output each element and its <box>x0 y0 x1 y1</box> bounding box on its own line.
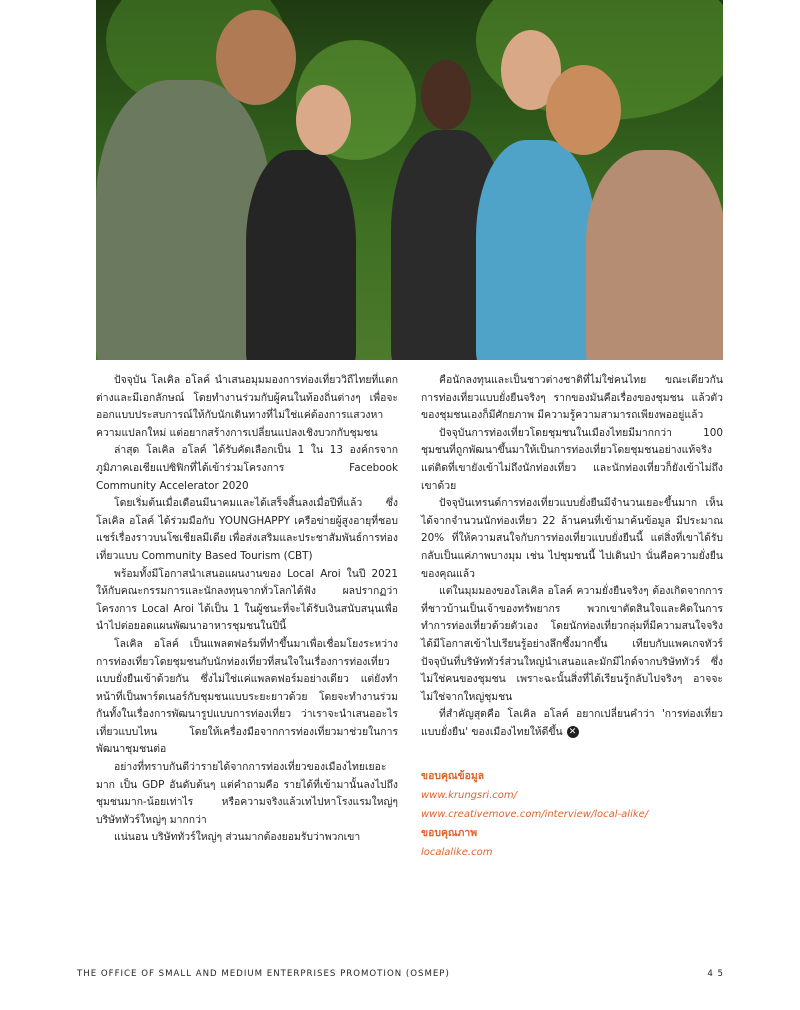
x-circle-icon: ✕ <box>567 726 579 738</box>
paragraph: คือนักลงทุนและเป็นชาวต่างชาติที่ไม่ใช่คนไทย ขณะเดียวกันการท่องเที่ยวแบบยั่งยืนจริงๆ รากของมันคือเรื่องของชุมชน แล้วตัวของชุมชนเองก็มีศักยภาพ มีความรู้ความสามารถเพียงพออยู่แล้ว <box>421 374 723 422</box>
paragraph: ปัจจุบัน โลเคิล อโลค์ นำเสนอมุมมองการท่องเที่ยววิถีไทยที่แตกต่างและมีเอกลักษณ์ โดยทำงานร่วมกับผู้คนในท้องถิ่นต่างๆ เพื่อจะออกแบบประสบการณ์ให้กับนักเดินทางที่ไม่ใช่แค่ต้องการแสวงหาความแปลกใหม่ แต่อยากสร้างการเปลี่ยนแปลงเชิงบวกกับชุมชน <box>96 374 398 439</box>
credits <box>421 767 723 862</box>
paragraph: พร้อมทั้งมีโอกาสนำเสนอแผนงานของ Local Aroi ในปี 2021 ให้กับคณะกรรมการและนักลงทุนจากทั่วโลกได้ฟัง ผลปรากฏว่า โครงการ Local Aroi ได้เป็น 1 ในผู้ชนะที่จะได้รับเงินสนับสนุนเพื่อนำไปต่อยอดแผนพัฒนาอาหารชุมชนในปีนี้ <box>96 567 398 633</box>
paragraph: โดยเริ่มต้นเมื่อเดือนมีนาคมและได้เสร็จสิ้นลงเมื่อปีที่แล้ว ซึ่งโลเคิล อโลค์ ได้ร่วมมือกับ YOUNGHAPPY เครือข่ายผู้สูงอายุที่ชอบแชร์เรื่องราวบนโซเชียลมีเดีย เพื่อส่งเสริมและประชาสัมพันธ์การท่องเที่ยวแบบ Community Based Tourism (CBT) <box>96 497 398 562</box>
credits-photo-link[interactable]: localalike.com <box>421 847 493 859</box>
person-head <box>546 65 621 155</box>
paragraph: โลเคิล อโลค์ เป็นแพลตฟอร์มที่ทำขึ้นมาเพื่อเชื่อมโยงระหว่างการท่องเที่ยวโดยชุมชนกับนักท่องเที่ยวที่สนใจในเรื่องการท่องเที่ยวแบบยั่งยืนเข้าด้วยกัน ซึ่งไม่ใช่แค่แพลตฟอร์มอย่างเดียว แต่ยังทำหน้าที่เป็นพาร์ตเนอร์กับชุมชนแบบระยะยาวด้วย โดยจะทำงานร่วมกันทั้งในเรื่องการพัฒนารูปแบบการท่องเที่ยว ว่าเราจะนำเสนออะไร เที่ยวแบบไหน โดยให้เครื่องมือจากการท่องเที่ยวมาช่วยในการพัฒนาชุมชนต่อ <box>96 637 398 756</box>
final-text: ที่สำคัญสุดคือ โลเคิล อโลค์ อยากเปลี่ยนคำว่า 'การท่องเที่ยวแบบยั่งยืน' ของเมืองไทยให้ดีขึ้น <box>421 708 723 738</box>
page-footer <box>77 969 724 979</box>
paragraph: แน่นอน บริษัททัวร์ใหญ่ๆ ส่วนมากต้องยอมรับว่าพวกเขา <box>114 831 361 844</box>
page-number: 4 5 <box>707 969 724 979</box>
paragraph: แต่ในมุมมองของโลเคิล อโลค์ ความยั่งยืนจริงๆ ต้องเกิดจากการที่ชาวบ้านเป็นเจ้าของทรัพยากร พวกเขาตัดสินใจและคิดในการทำการท่องเที่ยวด้วยตัวเอง โดยนักท่องเที่ยวกลุ่มที่มีความสนใจจริงได้มีโอกาสเข้าไปเรียนรู้อย่างลึกซึ้งมากขึ้น เทียบกับแพคเกจทัวร์ปัจจุบันที่บริษัททัวร์ส่วนใหญ่นำเสนอและมักมีไกด์จากบริษัททัวร์ ซึ่งไม่ใช่คนของชุมชน เพราะฉะนั้นสิ่งที่ได้เรียนรู้กลับไปจริงๆ อาจจะไม่ใช่จากใหญ่ชุมชน <box>421 585 723 703</box>
article-body <box>96 372 723 862</box>
person-head <box>216 10 296 105</box>
person-figure <box>96 80 271 360</box>
credits-info-link[interactable]: www.krungsri.com/ <box>421 790 518 802</box>
credits-info-link[interactable]: www.creativemove.com/interview/local-alike/ <box>421 809 649 821</box>
person-head <box>296 85 351 155</box>
person-figure <box>586 150 723 360</box>
paragraph: ปัจจุบันการท่องเที่ยวโดยชุมชนในเมืองไทยมีมากกว่า 100 ชุมชนที่ถูกพัฒนาขึ้นมาให้เป็นการท่องเที่ยวโดยชุมชนอย่างแท้จริง แต่ติดที่เขายังเข้าไม่ถึงนักท่องเที่ยว และนักท่องเที่ยวก็ยังเข้าไม่ถึงเขาด้วย <box>421 426 723 492</box>
footer-organization: THE OFFICE OF SMALL AND MEDIUM ENTERPRISES PROMOTION (OSMEP) <box>77 969 450 979</box>
person-figure <box>246 150 356 360</box>
paragraph: ปัจจุบันเทรนด์การท่องเที่ยวแบบยั่งยืนมีจำนวนเยอะขึ้นมาก เห็นได้จากจำนวนนักท่องเที่ยว 22 ล้านคนที่เข้ามาค้นข้อมูล มีประมาณ 20% ที่ให้ความสนใจกับการท่องเที่ยวแบบยั่งยืนนี้ แต่สิ่งที่เขาได้รับกลับเป็นแค่ภาพบางมุม เช่น ไปชุมชนนี้ ไปเดินป่า นั่นคือความยั่งยืนของคุณแล้ว <box>421 497 723 580</box>
paragraph: อย่างที่ทราบกันดีว่ารายได้จากการท่องเที่ยวของเมืองไทยเยอะมาก เป็น GDP อันดับต้นๆ แต่คำถามคือ รายได้ที่เข้ามานั้นลงไปถึงชุมชนมาก-น้อยเท่าไร หรือความจริงแล้วเทไปหาโรงแรมใหญ่ๆ บริษัททัวร์ใหญ่ๆ มากกว่า <box>96 761 398 826</box>
person-figure <box>476 140 596 360</box>
group-photo <box>96 0 723 360</box>
paragraph: ล่าสุด โลเคิล อโลค์ ได้รับคัดเลือกเป็น 1 ใน 13 องค์กรจากภูมิภาคเอเชียแปซิฟิกที่ได้เข้าร่วมโครงการ Facebook Community Accelerator 2020 <box>96 444 398 492</box>
paragraph-final <box>421 706 723 741</box>
credits-info-label: ขอบคุณข้อมูล <box>421 770 485 783</box>
credits-photo-label: ขอบคุณภาพ <box>421 827 478 840</box>
left-column <box>96 372 398 862</box>
right-column <box>421 372 723 862</box>
person-head <box>421 60 471 130</box>
